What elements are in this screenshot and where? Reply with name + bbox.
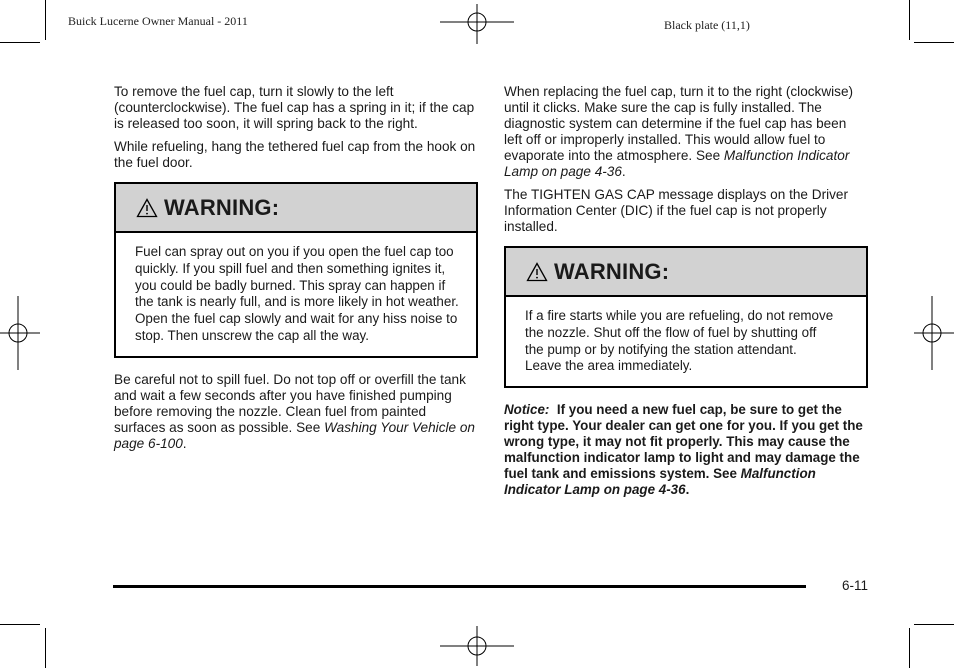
cross-reference-malfunction-lamp[interactable]: Malfunction Indicator Lamp on page 4-36 (504, 466, 816, 498)
notice-end: . (685, 482, 690, 498)
crop-mark (909, 628, 910, 668)
crop-mark (909, 0, 910, 40)
paragraph-end: . (621, 164, 626, 179)
paragraph-text: Be careful not to spill fuel. Do not top off or overfill the tank and wait a few seconds after you have finished pumping before removing the nozzle. Clean fuel from painted surfaces as soon as possible. See (114, 371, 466, 435)
registration-mark-right (912, 296, 954, 370)
page-number: 6-11 (842, 578, 869, 593)
warning-triangle-icon (136, 198, 158, 218)
right-column (504, 84, 868, 498)
warning-title: WARNING: (164, 194, 280, 220)
paragraph-hang-fuel-cap: While refueling, hang the tethered fuel cap from the hook on the fuel door. (114, 139, 476, 170)
warning-box-fuel-spray (114, 182, 478, 358)
crop-mark (45, 628, 46, 668)
footer-rule (113, 585, 806, 588)
paragraph-text: When replacing the fuel cap, turn it to the right (clockwise) until it clicks. Make sure the cap is fully installed. The diagnostic system can determine if the fuel cap has been left off or improperly installed. This would allow fuel to evaporate into the atmosphere. See (504, 84, 854, 163)
registration-mark-left (0, 296, 40, 370)
paragraph-replace-fuel-cap (504, 84, 868, 180)
paragraph-remove-fuel-cap: To remove the fuel cap, turn it slowly to the left (counterclockwise). The fuel cap has a spring in it; if the cap is released too soon, it will spring back to the right. (114, 84, 475, 131)
cross-reference-malfunction-lamp[interactable]: Malfunction Indicator Lamp on page 4-36 (504, 148, 850, 179)
paragraph-tighten-gas-cap: The TIGHTEN GAS CAP message displays on the Driver Information Center (DIC) if the fuel cap is not properly installed. (504, 187, 848, 234)
notice-label: Notice: (504, 402, 550, 418)
warning-header (116, 184, 476, 233)
paragraph-end: . (182, 435, 187, 451)
crop-mark (0, 624, 40, 625)
notice-text: If you need a new fuel cap, be sure to get the right type. Your dealer can get one for you. If you get the wrong type, it may not fit properly. This may cause the malfunction indicator lamp to light and may damage the fuel tank and emissions system. See (504, 402, 863, 482)
crop-mark (0, 42, 40, 43)
header-plate-info: Black plate (11,1) (664, 18, 750, 32)
warning-title: WARNING: (554, 258, 670, 284)
paragraph-spill-fuel (114, 372, 478, 452)
registration-mark-bottom (440, 626, 514, 666)
warning-body: Fuel can spray out on you if you open the fuel cap too quickly. If you spill fuel and then something ignites it, you could be badly burned. This spray can happen if the tank is nearly full, and is more likely in hot weather. Open the fuel cap slowly and wait for any hiss noise to stop. Then unscrew the cap all the way. (135, 244, 459, 343)
warning-body: If a fire starts while you are refueling, do not remove the nozzle. Shut off the flow of fuel by shutting off the pump or by notifying the station attendant. Leave the area immediately. (525, 308, 834, 374)
warning-triangle-icon (526, 262, 548, 282)
header-document-title: Buick Lucerne Owner Manual - 2011 (68, 14, 248, 28)
warning-box-fire (504, 246, 868, 388)
crop-mark (45, 0, 46, 40)
registration-mark-top (440, 4, 514, 44)
crop-mark (914, 42, 954, 43)
crop-mark (914, 624, 954, 625)
notice-paragraph (504, 402, 868, 498)
warning-header (506, 248, 866, 297)
left-column (114, 84, 478, 459)
cross-reference-washing[interactable]: Washing Your Vehicle on page 6-100 (114, 419, 475, 451)
